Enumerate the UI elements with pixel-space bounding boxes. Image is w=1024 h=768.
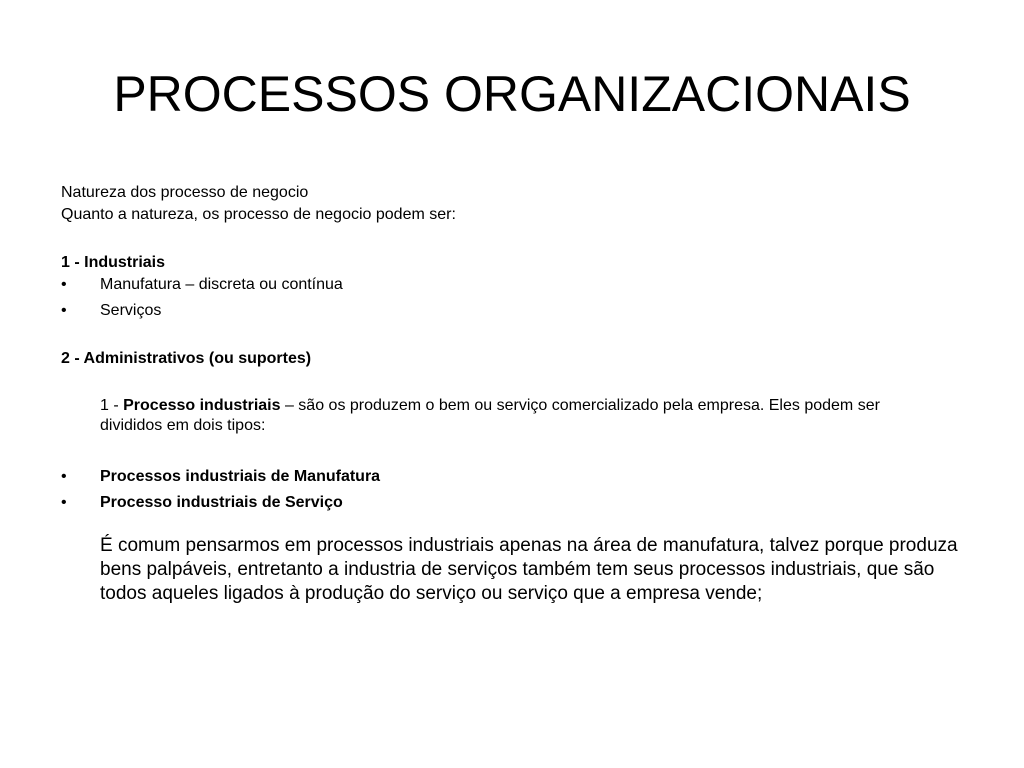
spacer bbox=[61, 370, 961, 396]
list-item bbox=[61, 300, 961, 322]
list-item bbox=[61, 274, 961, 296]
slide-title: PROCESSOS ORGANIZACIONAIS bbox=[113, 66, 911, 122]
bullet-symbol: • bbox=[61, 494, 67, 511]
bullet-text: Manufatura – discreta ou contínua bbox=[100, 276, 343, 293]
definition-text: – são os produzem o bem ou serviço comercializado pela empresa. Eles podem ser divididos em dois tipos: bbox=[100, 397, 880, 434]
spacer bbox=[61, 436, 961, 466]
bullet-text: Serviços bbox=[100, 302, 162, 319]
list-item bbox=[61, 492, 961, 514]
spacer bbox=[61, 226, 961, 252]
definition-prefix: 1 - bbox=[100, 397, 124, 414]
spacer bbox=[61, 514, 961, 534]
bullet-symbol: • bbox=[61, 468, 67, 485]
bullet-text: Processo industriais de Serviço bbox=[100, 494, 343, 511]
slide-body bbox=[61, 182, 961, 606]
definition-term: Processo industriais bbox=[123, 397, 281, 414]
definition-paragraph bbox=[61, 396, 940, 436]
bullet-text: Processos industriais de Manufatura bbox=[100, 468, 381, 485]
list-item bbox=[61, 466, 961, 488]
spacer bbox=[61, 322, 961, 348]
section-1-heading: 1 - Industriais bbox=[61, 254, 166, 271]
bullet-symbol: • bbox=[61, 302, 67, 319]
bullet-symbol: • bbox=[61, 276, 67, 293]
closing-paragraph: É comum pensarmos em processos industriais apenas na área de manufatura, talvez porque produza bens palpáveis, entretanto a industria de serviços também tem seus processos industriais, que são todos aqueles ligados à produção do serviço ou serviço que a empresa vende; bbox=[100, 535, 958, 604]
intro-line-1: Natureza dos processo de negocio bbox=[61, 184, 309, 201]
section-2-heading: 2 - Administrativos (ou suportes) bbox=[61, 350, 312, 367]
intro-line-2: Quanto a natureza, os processo de negocio podem ser: bbox=[61, 206, 456, 223]
